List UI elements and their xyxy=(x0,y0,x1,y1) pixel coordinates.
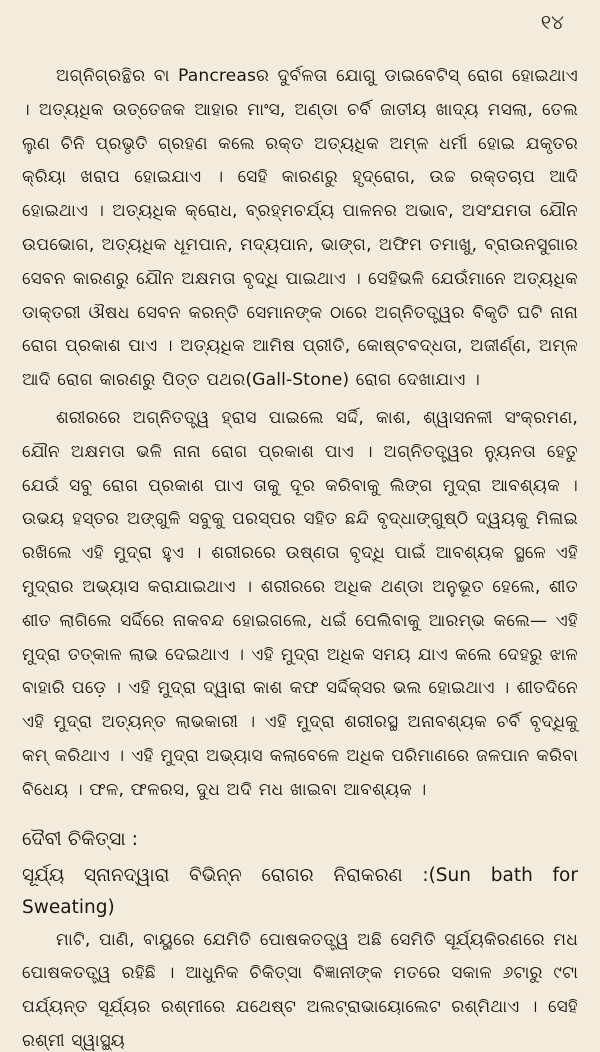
page-content xyxy=(22,60,578,1052)
paragraph-linga-mudra: ଶରୀରରେ ଅଗ୍ନିତତ୍ତ୍ୱ ହ୍ରାସ ପାଇଲେ ସର୍ଦ୍ଦି, କାଶ, ଶ୍ୱାସନଳୀ ସଂକ୍ରମଣ, ଯୌନ ଅକ୍ଷମତା ଭଳି ନାନା ରୋଗ ପ୍ରକାଶ ପାଏ । ଅଗ୍ନିତତ୍ତ୍ୱର ନ୍ୟୁନତା ହେତୁ ଯେଉଁ ସବୁ ରୋଗ ପ୍ରକାଶ ପାଏ ତାକୁ ଦୂର କରିବାକୁ ଲିଙ୍ଗ ମୁଦ୍ରା ଆବଶ୍ୟକ । ଉଭୟ ହସ୍ତର ଅଙ୍ଗୁଳି ସବୁକୁ ପରସ୍ପର ସହିତ ଛନ୍ଦି ବୃଦ୍ଧାଙ୍ଗୁଷ୍ଠି ଦ୍ୱୟକୁ ମିଳାଇ ରଖିଲେ ଏହି ମୁଦ୍ରା ହୁଏ । ଶରୀରରେ ଉଷ୍ଣତା ବୃଦ୍ଧି ପାଇଁ ଆବଶ୍ୟକ ସ୍ଥଳେ ଏହି ମୁଦ୍ରାର ଅଭ୍ୟାସ କରାଯାଇଥାଏ । ଶରୀରରେ ଅଧିକ ଥଣ୍ଡା ଅନୁଭୂତ ହେଲେ, ଶୀତ ଶୀତ ଲାଗିଲେ ସର୍ଦ୍ଦିରେ ନାକବନ୍ଦ ହୋଇଗଲେ, ଧଇଁ ପେଲିବାକୁ ଆରମ୍ଭ କଲେ— ଏହି ମୁଦ୍ରା ତତ୍କାଳ ଲାଭ ଦେଇଥାଏ । ଏହି ମୁଦ୍ରା ଅଧିକ ସମୟ ଯାଏ କଲେ ଦେହରୁ ଝାଳ ବାହାରି ପଡ଼େ । ଏହି ମୁଦ୍ରା ଦ୍ୱାରା କାଶ କଫ ସର୍ଦ୍ଦିକ୍ସର ଭଲ ହୋଇଥାଏ । ଶୀତଦିନେ ଏହି ମୁଦ୍ରା ଅତ୍ୟନ୍ତ ଲାଭକାରୀ । ଏହି ମୁଦ୍ରା ଶରୀରସ୍ଥ ଅନାବଶ୍ୟକ ଚର୍ବି ବୃଦ୍ଧିକୁ କମ୍ କରିଥାଏ । ଏହି ମୁଦ୍ରା ଅଭ୍ୟାସ କଲାବେଳେ ଅଧିକ ପରିମାଣରେ ଜଳପାନ କରିବା ବିଧେୟ । ଫଳ, ଫଳରସ, ଦୁଧ ଅଦି ମଧ ଖାଇବା ଆବଶ୍ୟକ । xyxy=(22,407,578,800)
subsection-title: ସୂର୍ଯ୍ୟ ସ୍ନାନଦ୍ୱାରା ବିଭିନ୍ନ ରୋଗର ନିରାକରଣ :(Sun bath for Sweating) xyxy=(22,864,578,918)
paragraph-pancreas-causes: ଅଗ୍ନିଗ୍ରନ୍ଥିର ବା Pancreasର ଦୁର୍ବଳତା ଯୋଗୁ ଡାଇବେଟିସ୍ ରୋଗ ହୋଇଥାଏ । ଅତ୍ୟଧିକ ଉତ୍ତେଜକ ଆହାର ମାଂସ, ଅଣ୍ଡା ଚର୍ବି ଜାତୀୟ ଖାଦ୍ୟ ମସଲା, ତେଲ ଲୁଣ ଚିନି ପ୍ରଭୃତି ଗ୍ରହଣ କଲେ ରକ୍ତ ଅତ୍ୟଧିକ ଅମ୍ଳ ଧର୍ମୀ ହୋଇ ଯକୃତର କ୍ରିୟା ଖରାପ ହୋଇଯାଏ । ସେହି କାରଣରୁ ହୃଦ୍‌ରୋଗ, ଉଚ୍ଚ ରକ୍ତଚାପ ଆଦି ହୋଇଥାଏ । ଅତ୍ୟଧିକ କ୍ରୋଧ, ବ୍ରହ୍ମଚର୍ଯ୍ୟ ପାଳନର ଅଭାବ, ଅସଂଯମତା ଯୌନ ଉପଭୋଗ, ଅତ୍ୟଧିକ ଧୂମପାନ, ମଦ୍ୟପାନ, ଭାଙ୍ଗ, ଅଫିମ ତମାଖୁ, ବ୍ରାଉନସୁଗାର ସେବନ କାରଣରୁ ଯୌନ ଅକ୍ଷମତା ବୃଦ୍ଧି ପାଇଥାଏ । ସେହିଭଳି ଯେଉଁମାନେ ଅତ୍ୟଧିକ ଡାକ୍ତରୀ ଔଷଧ ସେବନ କରନ୍ତି ସେମାନଙ୍କ ଠାରେ ଅଗ୍ନିତତ୍ତ୍ୱର ବିକୃତି ଘଟି ନାନା ରୋଗ ପ୍ରକାଶ ପାଏ । ଅତ୍ୟଧିକ ଆମିଷ ପ୍ରୀତି, କୋଷ୍ଟବଦ୍ଧତା, ଅଜୀର୍ଣ୍ଣ, ଅମ୍ଳ ଆଦି ରୋଗ କାରଣରୁ ପିତ୍ତ ପଥର(Gall-Stone) ରୋଗ ଦେଖାଯାଏ । xyxy=(22,66,578,391)
page-number: ୧୪ xyxy=(540,10,564,34)
paragraph-sun-bath: ମାଟି, ପାଣି, ବାୟୁରେ ଯେମିତି ପୋଷକତତ୍ତ୍ୱ ଅଛି ସେମିତି ସୂର୍ଯ୍ୟକିରଣରେ ମଧ ପୋଷକତତ୍ତ୍ୱ ରହିଛି । ଆଧୁନିକ ଚିକିତ୍ସା ବିଜ୍ଞାନୀଙ୍କ ମତରେ ସକାଳ ୬ଟାରୁ ୯ଟା ପର୍ଯ୍ୟନ୍ତ ସୂର୍ଯ୍ୟର ରଶ୍ମୀରେ ଯଥେଷ୍ଟ ଅଲଟ୍ରାଭାୟୋଲେଟ ରଶ୍ମିଥାଏ । ସେହି ରଶ୍ମୀ ସ୍ୱାସ୍ଥ୍ୟ xyxy=(22,929,578,1051)
section-title: ଦୈବୀ ଚିକିତ୍ସା : xyxy=(22,827,138,850)
